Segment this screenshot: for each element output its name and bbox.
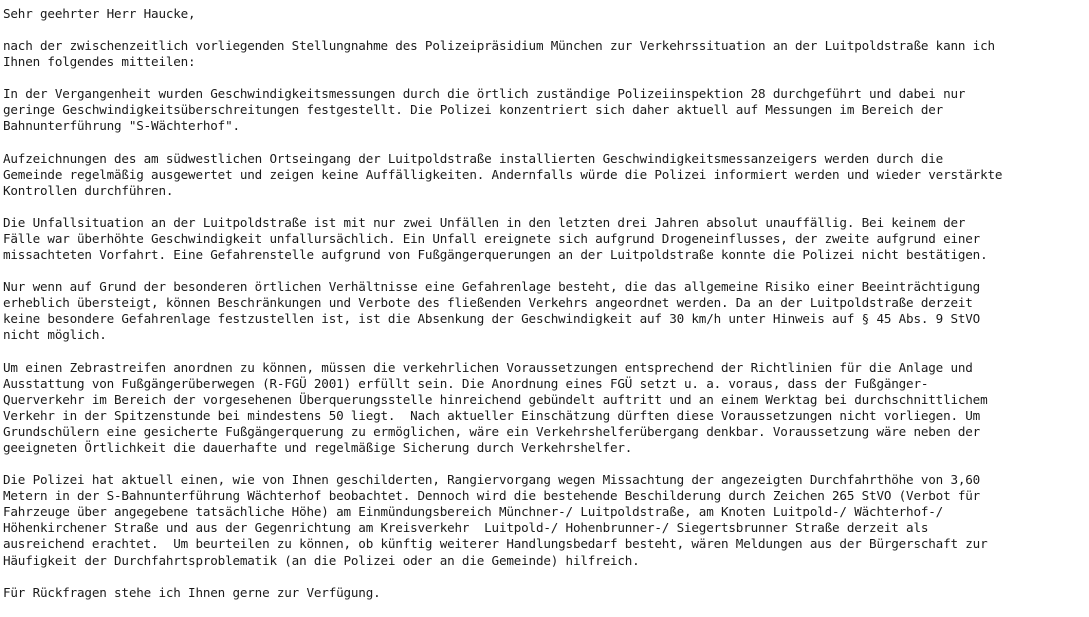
paragraph-zebra-crossing: Um einen Zebrastreifen anordnen zu können, müssen die verkehrlichen Voraussetzungen entsprechend der Richtlinien für die Anlage und Ausstattung von Fußgängerüberwegen (R-FGÜ 2001) erfüllt sein. Die Anordnung eines FGÜ setzt u. a. voraus, dass der Fußgänger- Querverkehr im Bereich der vorgesehenen Überquerungsstelle hinreichend gebündelt auftritt und an einem Werktag bei durchschnittlichem Verkehr in der Spitzenstunde bei mindestens 50 liegt. Nach aktueller Einschätzung dürften diese Voraussetzungen nicht vorliegen. Um Grundschülern eine gesicherte Fußgängerquerung zu ermöglichen, wäre ein Verkehrshelferübergang denkbar. Voraussetzung wäre neben der geeigneten Örtlichkeit die dauerhafte und regelmäßige Sicherung durch Verkehrshelfer. [3,359,988,455]
closing-line: Für Rückfragen stehe ich Ihnen gerne zur Verfügung. [3,584,381,600]
paragraph-speed-limit-legal: Nur wenn auf Grund der besonderen örtlichen Verhältnisse eine Gefahrenlage besteht, die das allgemeine Risiko einer Beeinträchtigung erheblich übersteigt, können Beschränkungen und Verbote des fließenden Verkehrs angeordnet werden. Da an der Luitpoldstraße derzeit keine besondere Gefahrenlage festzustellen ist, ist die Absenkung der Geschwindigkeit auf 30 km/h unter Hinweis auf § 45 Abs. 9 StVO nicht möglich. [3,279,981,343]
paragraph-statement-intro: nach der zwischenzeitlich vorliegenden Stellungnahme des Polizeipräsidium München zur Verkehrssituation an der Luitpoldstraße kann ich Ihnen folgendes mitteilen: [3,38,995,70]
letter-body [3,6,1086,617]
paragraph-underpass-height: Die Polizei hat aktuell einen, wie von Ihnen geschilderten, Rangiervorgang wegen Missachtung der angezeigten Durchfahrthöhe von 3,60 Metern in der S-Bahnunterführung Wächterhof beobachtet. Dennoch wird die bestehende Beschilderung durch Zeichen 265 StVO (Verbot für Fahrzeuge über angegebene tatsächliche Höhe) am Einmündungsbereich Münchner-/ Luitpoldstraße, am Knoten Luitpold-/ Wächterhof-/ Höhenkirchener Straße und aus der Gegenrichtung am Kreisverkehr Luitpold-/ Hohenbrunner-/ Siegertsbrunner Straße derzeit als ausreichend erachtet. Um beurteilen zu können, ob künftig weiterer Handlungsbedarf besteht, wären Meldungen aus der Bürgerschaft zur Häufigkeit der Durchfahrtsproblematik (an die Polizei oder an die Gemeinde) hilfreich. [3,472,988,568]
paragraph-speed-measurements: In der Vergangenheit wurden Geschwindigkeitsmessungen durch die örtlich zuständige Polizeiinspektion 28 durchgeführt und dabei nur geringe Geschwindigkeitsüberschreitungen festgestellt. Die Polizei konzentriert sich daher aktuell auf Messungen im Bereich der Bahnunterführung "S-Wächterhof". [3,86,966,134]
paragraph-speed-display-records: Aufzeichnungen des am südwestlichen Ortseingang der Luitpoldstraße installierten Geschwindigkeitsmessanzeigers werden durch die Gemeinde regelmäßig ausgewertet und zeigen keine Auffälligkeiten. Andernfalls würde die Polizei informiert werden und wieder verstärkte Kontrollen durchführen. [3,150,1003,198]
paragraph-accident-situation: Die Unfallsituation an der Luitpoldstraße ist mit nur zwei Unfällen in den letzten drei Jahren absolut unauffällig. Bei keinem der Fälle war überhöhte Geschwindigkeit unfallursächlich. Ein Unfall ereignete sich aufgrund Drogeneinflusses, der zweite aufgrund einer missachteten Vorfahrt. Eine Gefahrenstelle aufgrund von Fußgängerquerungen an der Luitpoldstraße konnte die Polizei nicht bestätigen. [3,214,988,263]
salutation: Sehr geehrter Herr Haucke, [3,6,196,21]
